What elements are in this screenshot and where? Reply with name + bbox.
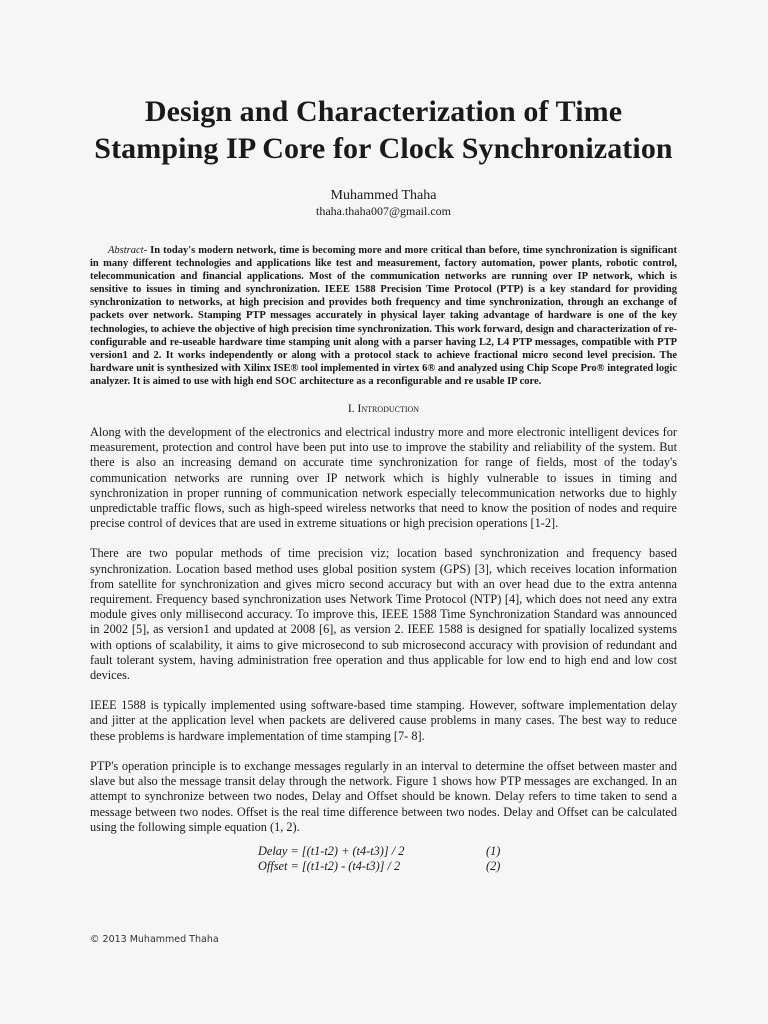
abstract [90, 244, 677, 388]
equation-number: (2) [486, 858, 501, 873]
author-email: thaha.thaha007@gmail.com [315, 204, 451, 218]
equation-number: (1) [486, 843, 501, 858]
intro-paragraph-3: IEEE 1588 is typically implemented using software-based time stamping. However, software implementation delay and jitter at the application level when packets are delivered cause problems in many cases. The best way to reduce these problems is hardware implementation of time stamping [7- 8]. [90, 698, 677, 743]
author-name: Muhammed Thaha [330, 188, 437, 203]
equation-row [258, 859, 677, 874]
section-heading-introduction [90, 402, 677, 416]
abstract-label: Abstract- [108, 245, 148, 256]
abstract-text: In today's modern network, time is becoming more and more critical than before, time synchronization is significant in many different technologies and applications like test and measurement, factory automation, power plants, robotic control, telecommunication and financial applications. Most of the communication networks are running over IP network, which is sensitive to issues in timing and synchronization. IEEE 1588 Precision Time Protocol (PTP) is a key standard for providing synchronization to networks, at high precision and provides both frequency and time synchronization, through an exchange of packets over network. Stamping PTP messages accurately in physical layer taking advantage of hardware is one of the key technologies, to achieve the objective of high precision time synchronization. This work forward, design and characterization of re-configurable and re-useable hardware time stamping unit along with a parser having L2, L4 PTP messages, compatible with PTP version1 and 2. It works independently or along with a protocol stack to achieve fractional micro second level precision. The hardware unit is synthesized with Xilinx ISE® tool implemented in virtex 6® and analyzed using Chip Scope Pro® integrated logic analyzer. It is aimed to use with high end SOC architecture as a reconfigurable and re usable IP core. [90, 245, 678, 387]
equation-offset: Offset = [(t1-t2) - (t4-t3)] / 2 [258, 858, 401, 873]
intro-paragraph-4: PTP's operation principle is to exchange messages regularly in an interval to determine the offset between master and slave but also the message transit delay through the network. Figure 1 shows how PTP messages are exchanged. In an attempt to synchronize between two nodes, Delay and Offset should be known. Delay refers to time taken to send a message between two nodes. Offset is the real time difference between two nodes. Delay and Offset can be calculated using the following simple equation (1, 2). [90, 758, 677, 834]
equation-delay: Delay = [(t1-t2) + (t4-t3)] / 2 [258, 843, 405, 858]
equation-block [258, 844, 677, 874]
section-number: I. [347, 403, 355, 416]
intro-paragraph-2: There are two popular methods of time precision viz; location based synchronization and frequency based synchronization. Location based method uses global position system (GPS) [3], which receives location information from satellite for synchronization and gives micro second accuracy but with an over head due to the extra antenna requirement. Frequency based synchronization uses Network Time Protocol (NTP) [4], which does not need any extra module gives only millisecond accuracy. To improve this, IEEE 1588 Time Synchronization Standard was announced in 2002 [5], as version1 and updated at 2008 [6], as version 2. IEEE 1588 is designed for spatially localized systems with options of scalability, it aims to give microsecond to sub microsecond accuracy with provision of redundant and fault tolerant system, having administration free operation and thus applicable for low end to high end and low cost devices. [90, 546, 677, 683]
intro-paragraph-1: Along with the development of the electronics and electrical industry more and more electronic intelligent devices for measurement, protection and control have been put into use to improve the stability and reliability of the system. But there is also an increasing demand on accurate time synchronization for range of fields, most of the today's communication networks are running over IP network which is highly vulnerable to issues in timing and synchronization in proper running of communication network especially telecommunication networks due to highly unpredictable traffic flows, such as high-speed wireless networks that need to know the position of nodes and require precise control of devices that are used in extreme situations or high precision operations [1-2]. [90, 425, 677, 531]
equation-row [258, 844, 677, 859]
copyright-footer: © 2013 Muhammed Thaha [90, 934, 219, 945]
section-title: Introduction [357, 403, 420, 416]
paper-title: Design and Characterization of Time Stamping IP Core for Clock Synchronization [94, 95, 673, 165]
